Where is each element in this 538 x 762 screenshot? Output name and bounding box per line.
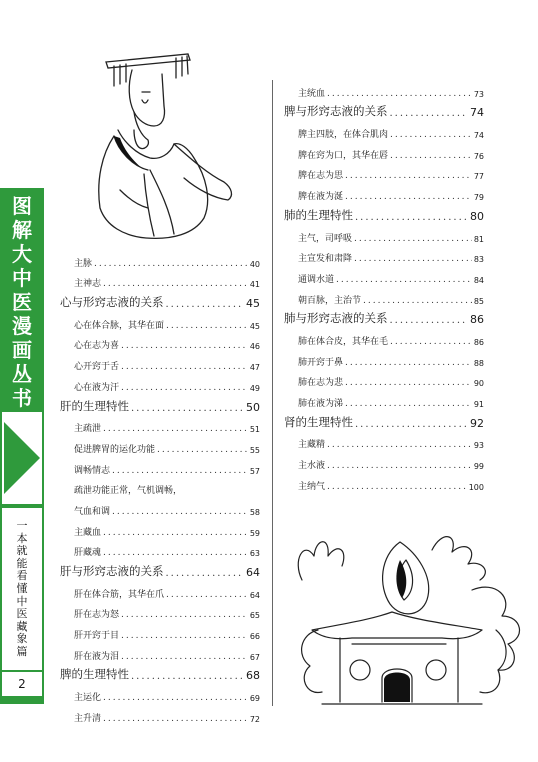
toc-leader-dots	[131, 671, 244, 682]
toc-entry-page: 92	[470, 416, 484, 430]
toc-entry-title: 心开窍于舌	[74, 362, 120, 373]
toc-entry-title: 心在体合脉，其华在面	[74, 320, 165, 331]
toc-entry-title: 主藏血	[74, 527, 102, 538]
toc-leader-dots	[327, 482, 467, 492]
toc-entry[interactable]	[60, 351, 260, 372]
toc-leader-dots	[166, 321, 248, 331]
toc-leader-dots	[112, 507, 248, 517]
toc-entry-page: 86	[470, 313, 484, 327]
toc-entry-title: 主纳气	[298, 481, 326, 492]
toc-leader-dots	[103, 528, 248, 538]
toc-entry-page: 67	[249, 652, 260, 662]
toc-entry-page: 73	[473, 89, 484, 99]
toc-entry-title: 主脉	[74, 258, 93, 269]
toc-entry-title: 促进脾胃的运化功能	[74, 444, 156, 455]
toc-section-entry[interactable]	[60, 393, 260, 414]
toc-entry[interactable]	[60, 538, 260, 559]
toc-entry-page: 72	[249, 714, 260, 724]
toc-leader-dots	[112, 466, 248, 476]
toc-column-left	[60, 248, 260, 724]
volume-title-char: 就	[16, 544, 28, 558]
toc-entry-title: 脾与形窍志液的关系	[284, 104, 388, 119]
toc-entry-title: 肝在液为泪	[74, 651, 120, 662]
toc-entry-page: 47	[249, 363, 260, 373]
toc-entry-page: 64	[246, 566, 260, 579]
toc-entry-page: 46	[249, 342, 260, 352]
toc-leader-dots	[345, 358, 472, 368]
toc-entry-page: 65	[249, 611, 260, 621]
toc-entry[interactable]	[284, 347, 484, 368]
volume-title-panel	[0, 506, 44, 672]
toc-entry-title: 肺的生理特性	[284, 207, 353, 222]
toc-entry-page: 59	[249, 528, 260, 538]
toc-entry-title: 肺在液为涕	[298, 399, 344, 409]
toc-entry-title: 主疏泄	[74, 424, 102, 435]
toc-entry-title: 脾在窍为口，其华在唇	[298, 150, 389, 161]
toc-entry[interactable]	[60, 414, 260, 435]
toc-entry-title: 肝在体合筋，其华在爪	[74, 589, 165, 600]
toc-entry[interactable]	[284, 285, 484, 306]
toc-entry-page: 66	[249, 632, 260, 642]
volume-title-char: 一	[16, 519, 28, 532]
toc-entry-page: 77	[473, 172, 484, 182]
toc-leader-dots	[363, 296, 472, 306]
toc-entry-page: 55	[249, 445, 260, 455]
column-divider	[272, 80, 273, 706]
toc-entry-page: 88	[473, 358, 484, 368]
volume-title-char: 看	[16, 569, 28, 583]
toc-entry[interactable]	[60, 641, 260, 662]
toc-leader-dots	[345, 171, 472, 181]
toc-entry-title: 肺在志为悲	[298, 378, 344, 389]
toc-entry-page: 64	[249, 590, 260, 600]
toc-entry-page: 99	[473, 462, 484, 472]
toc-entry[interactable]	[60, 248, 260, 269]
toc-entry[interactable]	[60, 496, 260, 517]
toc-entry[interactable]	[284, 119, 484, 140]
toc-leader-dots	[166, 590, 248, 600]
toc-entry[interactable]	[60, 682, 260, 703]
series-title-char: 中	[12, 266, 32, 290]
toc-entry-title: 通调水道	[298, 274, 335, 285]
toc-entry[interactable]	[60, 600, 260, 621]
series-title-char: 医	[12, 290, 32, 314]
series-title-char: 解	[12, 218, 32, 242]
toc-entry-title: 肝与形窍志液的关系	[60, 564, 164, 578]
toc-leader-dots	[345, 378, 472, 388]
toc-entry-title: 肺开窍于鼻	[298, 357, 344, 368]
toc-entry-page: 45	[246, 297, 260, 311]
toc-entry-page: 41	[249, 280, 260, 290]
toc-entry-title: 脾在志为思	[298, 171, 344, 182]
toc-entry[interactable]	[60, 269, 260, 290]
toc-entry[interactable]	[284, 78, 484, 99]
toc-leader-dots	[103, 693, 248, 703]
toc-entry-page: 58	[249, 507, 260, 517]
toc-entry-page: 57	[249, 466, 260, 476]
toc-entry-title: 主水液	[298, 461, 326, 472]
toc-leader-dots	[327, 440, 472, 450]
volume-title-char: 篇	[16, 644, 28, 658]
toc-leader-dots	[390, 151, 472, 161]
toc-leader-dots	[354, 234, 472, 244]
toc-section-entry[interactable]	[284, 409, 484, 430]
toc-leader-dots	[327, 461, 472, 471]
arrow-panel	[0, 410, 44, 506]
toc-leader-dots	[121, 610, 248, 620]
toc-entry[interactable]	[284, 161, 484, 182]
toc-entry-title: 心与形窍志液的关系	[60, 295, 164, 310]
toc-entry-page: 91	[473, 400, 484, 409]
toc-entry-page: 74	[470, 106, 484, 120]
series-title	[0, 194, 44, 410]
toc-leader-dots	[355, 419, 468, 430]
toc-entry[interactable]	[284, 450, 484, 471]
toc-leader-dots	[355, 212, 468, 223]
toc-entry-page: 51	[249, 425, 260, 435]
toc-entry-title: 脾的生理特性	[60, 667, 129, 682]
toc-entry-page: 74	[473, 131, 484, 141]
toc-entry-title: 心在液为汗	[74, 382, 120, 393]
toc-leader-dots	[336, 275, 472, 285]
toc-entry-page: 63	[249, 549, 260, 559]
side-bottom-bar	[0, 698, 44, 704]
toc-entry-title: 肝藏魂	[74, 548, 102, 559]
toc-entry-page: 76	[473, 151, 484, 161]
toc-section-entry[interactable]	[60, 558, 260, 579]
toc-leader-dots	[345, 192, 472, 202]
toc-leader-dots	[390, 337, 472, 347]
toc-leader-dots	[121, 362, 248, 372]
toc-entry[interactable]	[60, 517, 260, 538]
toc-entry-page: 100	[468, 482, 484, 492]
toc-entry-page: 83	[473, 255, 484, 265]
book-series-tab	[0, 188, 44, 710]
toc-leader-dots	[131, 403, 244, 414]
toc-entry[interactable]	[60, 620, 260, 641]
toc-entry[interactable]	[60, 372, 260, 393]
toc-entry-title: 朝百脉，主治节	[298, 295, 362, 306]
toc-leader-dots	[354, 254, 472, 264]
toc-entry[interactable]	[284, 388, 484, 409]
toc-entry-title: 疏泄功能正常，气机调畅，	[74, 486, 183, 497]
toc-entry[interactable]	[284, 181, 484, 202]
toc-entry-title: 主气，司呼吸	[298, 233, 353, 244]
toc-entry-page: 79	[473, 193, 484, 203]
toc-leader-dots	[327, 89, 472, 99]
toc-entry-page: 93	[473, 441, 484, 451]
toc-leader-dots	[103, 548, 248, 558]
toc-leader-dots	[94, 259, 248, 269]
toc-entry-title: 主升清	[74, 713, 102, 724]
toc-entry[interactable]	[60, 455, 260, 476]
page-number: 2	[0, 672, 44, 698]
toc-leader-dots	[103, 424, 248, 434]
toc-leader-dots	[121, 383, 248, 393]
toc-entry-title: 主统血	[298, 88, 326, 99]
toc-entry-page: 49	[249, 383, 260, 393]
toc-leader-dots	[390, 130, 472, 140]
toc-leader-dots	[166, 299, 245, 310]
toc-leader-dots	[121, 341, 248, 351]
toc-section-entry[interactable]	[284, 306, 484, 327]
toc-entry-title: 肺在体合皮，其华在毛	[298, 336, 389, 347]
toc-entry-title: 肾的生理特性	[284, 414, 353, 429]
volume-title-char: 象	[16, 632, 28, 646]
volume-title-char: 懂	[16, 581, 28, 595]
toc-section-entry[interactable]	[284, 99, 484, 120]
volume-title-char: 中	[16, 594, 28, 608]
toc-entry-title: 肝在志为怒	[74, 610, 120, 621]
series-title-char: 图	[12, 194, 32, 218]
toc-leader-dots	[390, 108, 469, 119]
toc-section-entry[interactable]	[60, 289, 260, 310]
toc-entry[interactable]	[60, 579, 260, 600]
toc-entry-title: 肺与形窍志液的关系	[284, 311, 388, 326]
toc-entry[interactable]	[60, 331, 260, 352]
toc-leader-dots	[345, 399, 472, 409]
volume-title-char: 医	[16, 607, 28, 621]
toc-entry[interactable]	[284, 326, 484, 347]
toc-entry[interactable]	[284, 368, 484, 389]
toc-entry[interactable]	[60, 310, 260, 331]
toc-entry-title: 调畅情志	[74, 465, 111, 476]
toc-leader-dots	[166, 568, 245, 579]
toc-entry[interactable]	[284, 471, 484, 492]
toc-entry-page: 84	[473, 275, 484, 285]
arrow-right-icon	[4, 422, 40, 494]
toc-entry-title: 肝的生理特性	[60, 398, 129, 413]
toc-entry-title: 主藏精	[298, 440, 326, 451]
toc-entry-title: 脾在液为涎	[298, 192, 344, 203]
toc-entry-page: 90	[473, 379, 484, 389]
series-title-char: 丛	[12, 362, 32, 386]
toc-entry-page: 45	[249, 321, 260, 331]
toc-leader-dots	[103, 279, 248, 289]
toc-entry-page: 80	[470, 209, 484, 223]
series-title-char: 漫	[12, 314, 32, 338]
toc-entry[interactable]	[60, 476, 260, 497]
toc-entry-page: 50	[246, 400, 260, 414]
toc-entry[interactable]	[284, 430, 484, 451]
temple-fire-illustration	[282, 520, 532, 716]
series-title-char: 画	[12, 338, 32, 362]
toc-entry-title: 主运化	[74, 693, 102, 704]
toc-entry[interactable]	[284, 223, 484, 244]
toc-entry-title: 气血和调	[74, 506, 111, 517]
toc-entry-title: 主神志	[74, 279, 102, 290]
toc-leader-dots	[121, 652, 248, 662]
toc-entry-page: 86	[473, 337, 484, 347]
toc-leader-dots	[157, 445, 248, 455]
toc-entry-title: 肝开窍于目	[74, 631, 120, 642]
toc-entry-page: 69	[249, 694, 260, 704]
toc-entry[interactable]	[284, 264, 484, 285]
series-title-char: 书	[12, 386, 32, 410]
volume-title-char: 藏	[16, 619, 28, 633]
toc-entry[interactable]	[284, 244, 484, 265]
toc-entry-page: 85	[473, 296, 484, 306]
series-title-char: 大	[12, 242, 32, 266]
toc-leader-dots	[103, 714, 248, 724]
toc-entry-title: 主宣发和肃降	[298, 254, 353, 265]
volume-title	[2, 520, 42, 659]
volume-title-char: 能	[16, 556, 28, 570]
toc-leader-dots	[390, 315, 469, 326]
toc-section-entry[interactable]	[60, 662, 260, 683]
emperor-illustration	[84, 50, 244, 246]
toc-entry-page: 40	[249, 259, 260, 269]
toc-entry-page: 68	[246, 669, 260, 683]
series-title-panel	[0, 188, 44, 410]
toc-entry-title: 脾主四肢，在体合肌肉	[298, 130, 389, 141]
toc-section-entry[interactable]	[284, 202, 484, 223]
toc-column-right	[284, 78, 484, 492]
toc-entry[interactable]	[284, 140, 484, 161]
toc-entry-page: 81	[473, 234, 484, 244]
toc-entry[interactable]	[60, 434, 260, 455]
toc-entry[interactable]	[60, 703, 260, 724]
toc-entry-title: 心在志为喜	[74, 341, 120, 352]
toc-leader-dots	[121, 631, 248, 641]
volume-title-char: 本	[16, 531, 28, 545]
